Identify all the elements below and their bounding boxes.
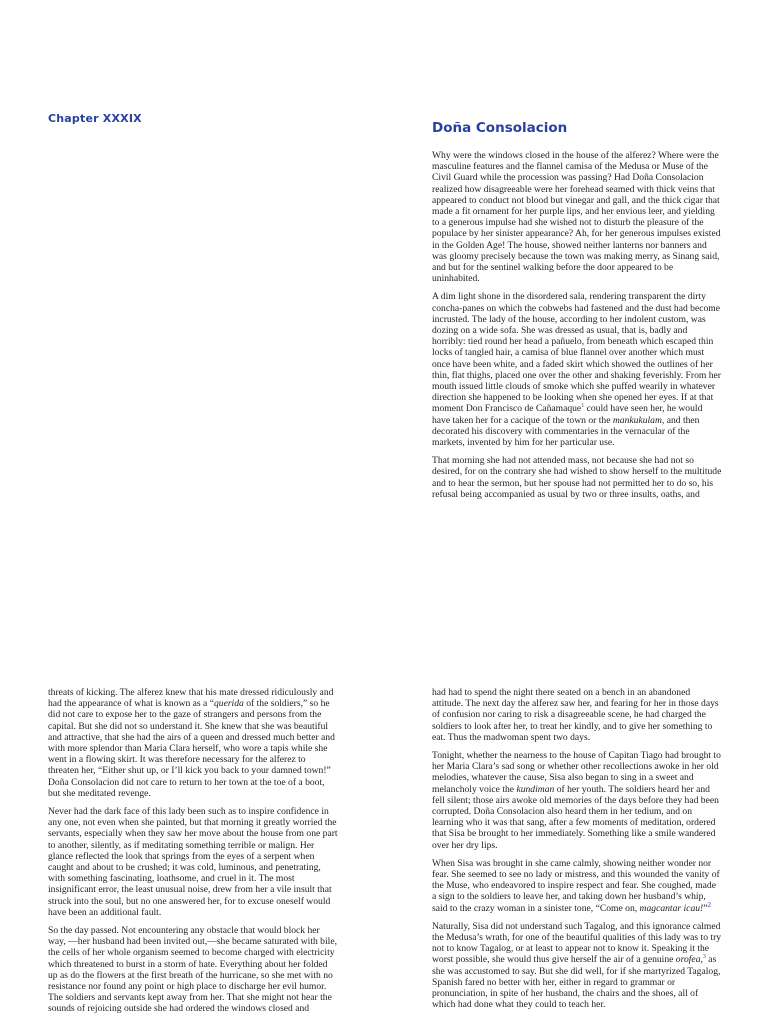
paragraph: Tonight, whether the nearness to the house of Capitan Tiago had brought to her Maria Clara’s sad song or whether other recollections awoke in her old melodies, whatever the cause, Sisa also began to sing in a sweet and melancholy voice the kundiman of her youth. The soldiers heard her and fell silent; those airs awoke old memories of the days before they had been corrupted. Doña Consolacion also heard them in her tedium, and on learning who it was that sang, after a few moments of meditation, ordered that Sisa be brought to her immediately. Something like a smile wandered over her dry lips. — [432, 750, 721, 851]
footnote-marker[interactable]: 3 — [702, 954, 706, 961]
paragraph: So the day passed. Not encountering any obstacle that would block her way, —her husband had been invited out,—she became saturated with bile, the cells of her whole organism seemed to become charged with electricity which threatened to burst in a storm of hate. Everything about her folded up as do the flowers at the first breath of the hurricane, so she met with no resistance nor found any point or high place to discharge her evil humor. The soldiers and servants kept away from her. That she might not hear the sounds of rejoicing outside she had ordered the windows closed and — [48, 925, 337, 1015]
paragraph: A dim light shone in the disordered sala, rendering transparent the dirty concha-panes on which the cobwebs had fastened and the dust had become incrusted. The lady of the house, according to her indolent custom, was dozing on a wide sofa. She was dressed as usual, that is, badly and horribly: tied round her head a pañuelo, from beneath which escaped thin locks of tangled hair, a camisa of blue flannel over another which must once have been white, and a faded skirt which showed the outlines of her thin, flat thighs, placed one over the other and shaking feverishly. From her mouth issued little clouds of smoke which she puffed wearily in whatever direction she happened to be looking when she opened her eyes. If at that moment Don Francisco de Cañamaque$^1$ could have seen her, he would have taken her for a cacique of the town or the mankukulam, and then decorated his discovery with commentaries in the vernacular of the markets, invented by him for her particular use. — [432, 291, 721, 449]
text-column-right-bottom — [432, 687, 722, 1017]
paragraph: That morning she had not attended mass, not because she had not so desired, for on the contrary she had wished to show herself to the multitude and to hear the sermon, but her spouse had not permitted her to do so, his refusal being accompanied as usual by two or three insults, oaths, and — [432, 455, 722, 500]
paragraph: When Sisa was brought in she came calmly, showing neither wonder nor fear. She seemed to see no lady or mistress, and this wounded the vanity of the Muse, who endeavored to inspire respect and fear. She coughed, made a sign to the soldiers to leave her, and taking down her husband’s whip, said to the crazy woman in a sinister tone, “Come on, magcantar icau!”$^2$ — [432, 857, 720, 914]
text-column-right-top — [432, 150, 722, 507]
paragraph: Why were the windows closed in the house of the alferez? Where were the masculine features and the flannel camisa of the Medusa or Muse of the Civil Guard while the procession was passing? Had Doña Consolacion realized how disagreeable were her forehead seamed with thick veins that appeared to conduct not blood but vinegar and gall, and the thick cigar that made a fit ornament for her purple lips, and her envious leer, and yielding to a generous impulse had she wished not to disturb the pleasure of the populace by her sinister appearance? Ah, for her generous impulses existed in the Golden Age! The house, showed neither lanterns nor banners and was gloomy precisely because the town was making merry, as Sinang said, and but for the sentinel walking before the door appeared to be uninhabited. — [432, 150, 721, 285]
paragraph: threats of kicking. The alferez knew that his mate dressed ridiculously and had the appearance of what is known as a “querida of the soldiers,” so he did not care to expose her to the gaze of strangers and persons from the capital. But she did not so understand it. She knew that she was beautiful and attractive, that she had the airs of a queen and dressed much better and with more splendor than Maria Clara herself, who wore a tapis while she went in a flowing skirt. It was therefore necessary for the alferez to threaten her, “Either shut up, or I’ll kick you back to your damned town!” Doña Consolacion did not care to return to her town at the toe of a boot, but she meditated revenge. — [48, 687, 335, 799]
chapter-title: Doña Consolacion — [432, 120, 568, 136]
text-column-left-bottom — [48, 687, 338, 1022]
chapter-number: Chapter XXXIX — [48, 112, 142, 125]
paragraph: Never had the dark face of this lady been such as to inspire confidence in any one, not even when she painted, but that morning it greatly worried the servants, especially when they saw her move about the house from one part to another, silently, as if meditating something terrible or malign. Her glance reflected the look that springs from the eyes of a serpent when caught and about to be crushed; it was cold, luminous, and penetrating, with something fascinating, loathsome, and cruel in it. The most insignificant error, the least unusual noise, drew from her a vile insult that struck into the soul, but no one answered her, for to excuse oneself would have been an additional fault. — [48, 806, 338, 918]
paragraph: had had to spend the night there seated on a bench in an abandoned attitude. The next day the alferez saw her, and fearing for her in those days of confusion nor caring to risk a disagreeable scene, he had charged the soldiers to look after her, to treat her kindly, and to give her something to eat. Thus the madwoman spent two days. — [432, 687, 719, 743]
paragraph: Naturally, Sisa did not understand such Tagalog, and this ignorance calmed the Medusa’s wrath, for one of the beautiful qualities of this lady was to try not to know Tagalog, or at least to appear not to know it. Speaking it the worst possible, she would thus give herself the air of a genuine orofea,$^3$ as she was accustomed to say. But she did well, for if she martyrized Tagalog, Spanish fared no better with her, either in regard to grammar or pronunciation, in spite of her husband, the chairs and the shoes, all of which had done what they could to teach her. — [432, 920, 722, 1011]
footnote-marker[interactable]: 1 — [581, 403, 585, 410]
footnote-link[interactable]: 2 — [707, 900, 711, 909]
